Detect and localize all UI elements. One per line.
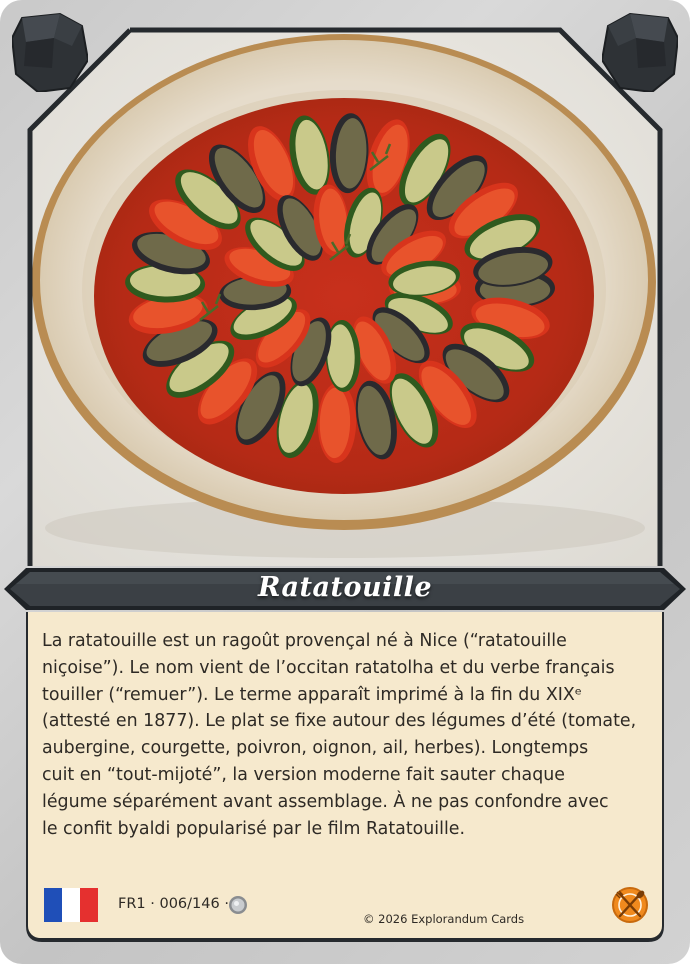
description-line: légume séparément avant assemblage. À ne pas confondre avec: [42, 791, 609, 812]
description-line: niçoise”). Le nom vient de l’occitan ratatolha et du verbe français: [42, 657, 615, 678]
description-line: cuit en “tout-mijoté”, la version moderne fait sauter chaque: [42, 764, 565, 785]
description-line: La ratatouille est un ragoût provençal né à Nice (“ratatouille: [42, 631, 567, 651]
description-line: aubergine, courgette, poivron, oignon, ail, herbes). Longtemps: [42, 738, 589, 759]
corner-gem-left-icon: [12, 12, 88, 92]
corner-gem-right-icon: [602, 12, 678, 92]
card-description: [42, 628, 652, 842]
set-number: FR1 · 006/146 ·: [118, 896, 229, 912]
description-line: le confit byaldi popularisé par le film Ratatouille.: [42, 818, 466, 839]
utensils-category-icon: [611, 886, 649, 924]
description-line: touiller (“remuer”). Le terme apparaît imprimé à la fin du XIXᵉ: [42, 684, 583, 705]
rarity-circle-icon: [228, 895, 248, 915]
france-flag-icon: [44, 888, 98, 922]
copyright-text: © 2026 Explorandum Cards: [363, 912, 525, 926]
card-title: Ratatouille: [257, 572, 433, 603]
description-line: (attesté en 1877). Le plat se fixe autour des légumes d’été (tomate,: [42, 711, 637, 732]
